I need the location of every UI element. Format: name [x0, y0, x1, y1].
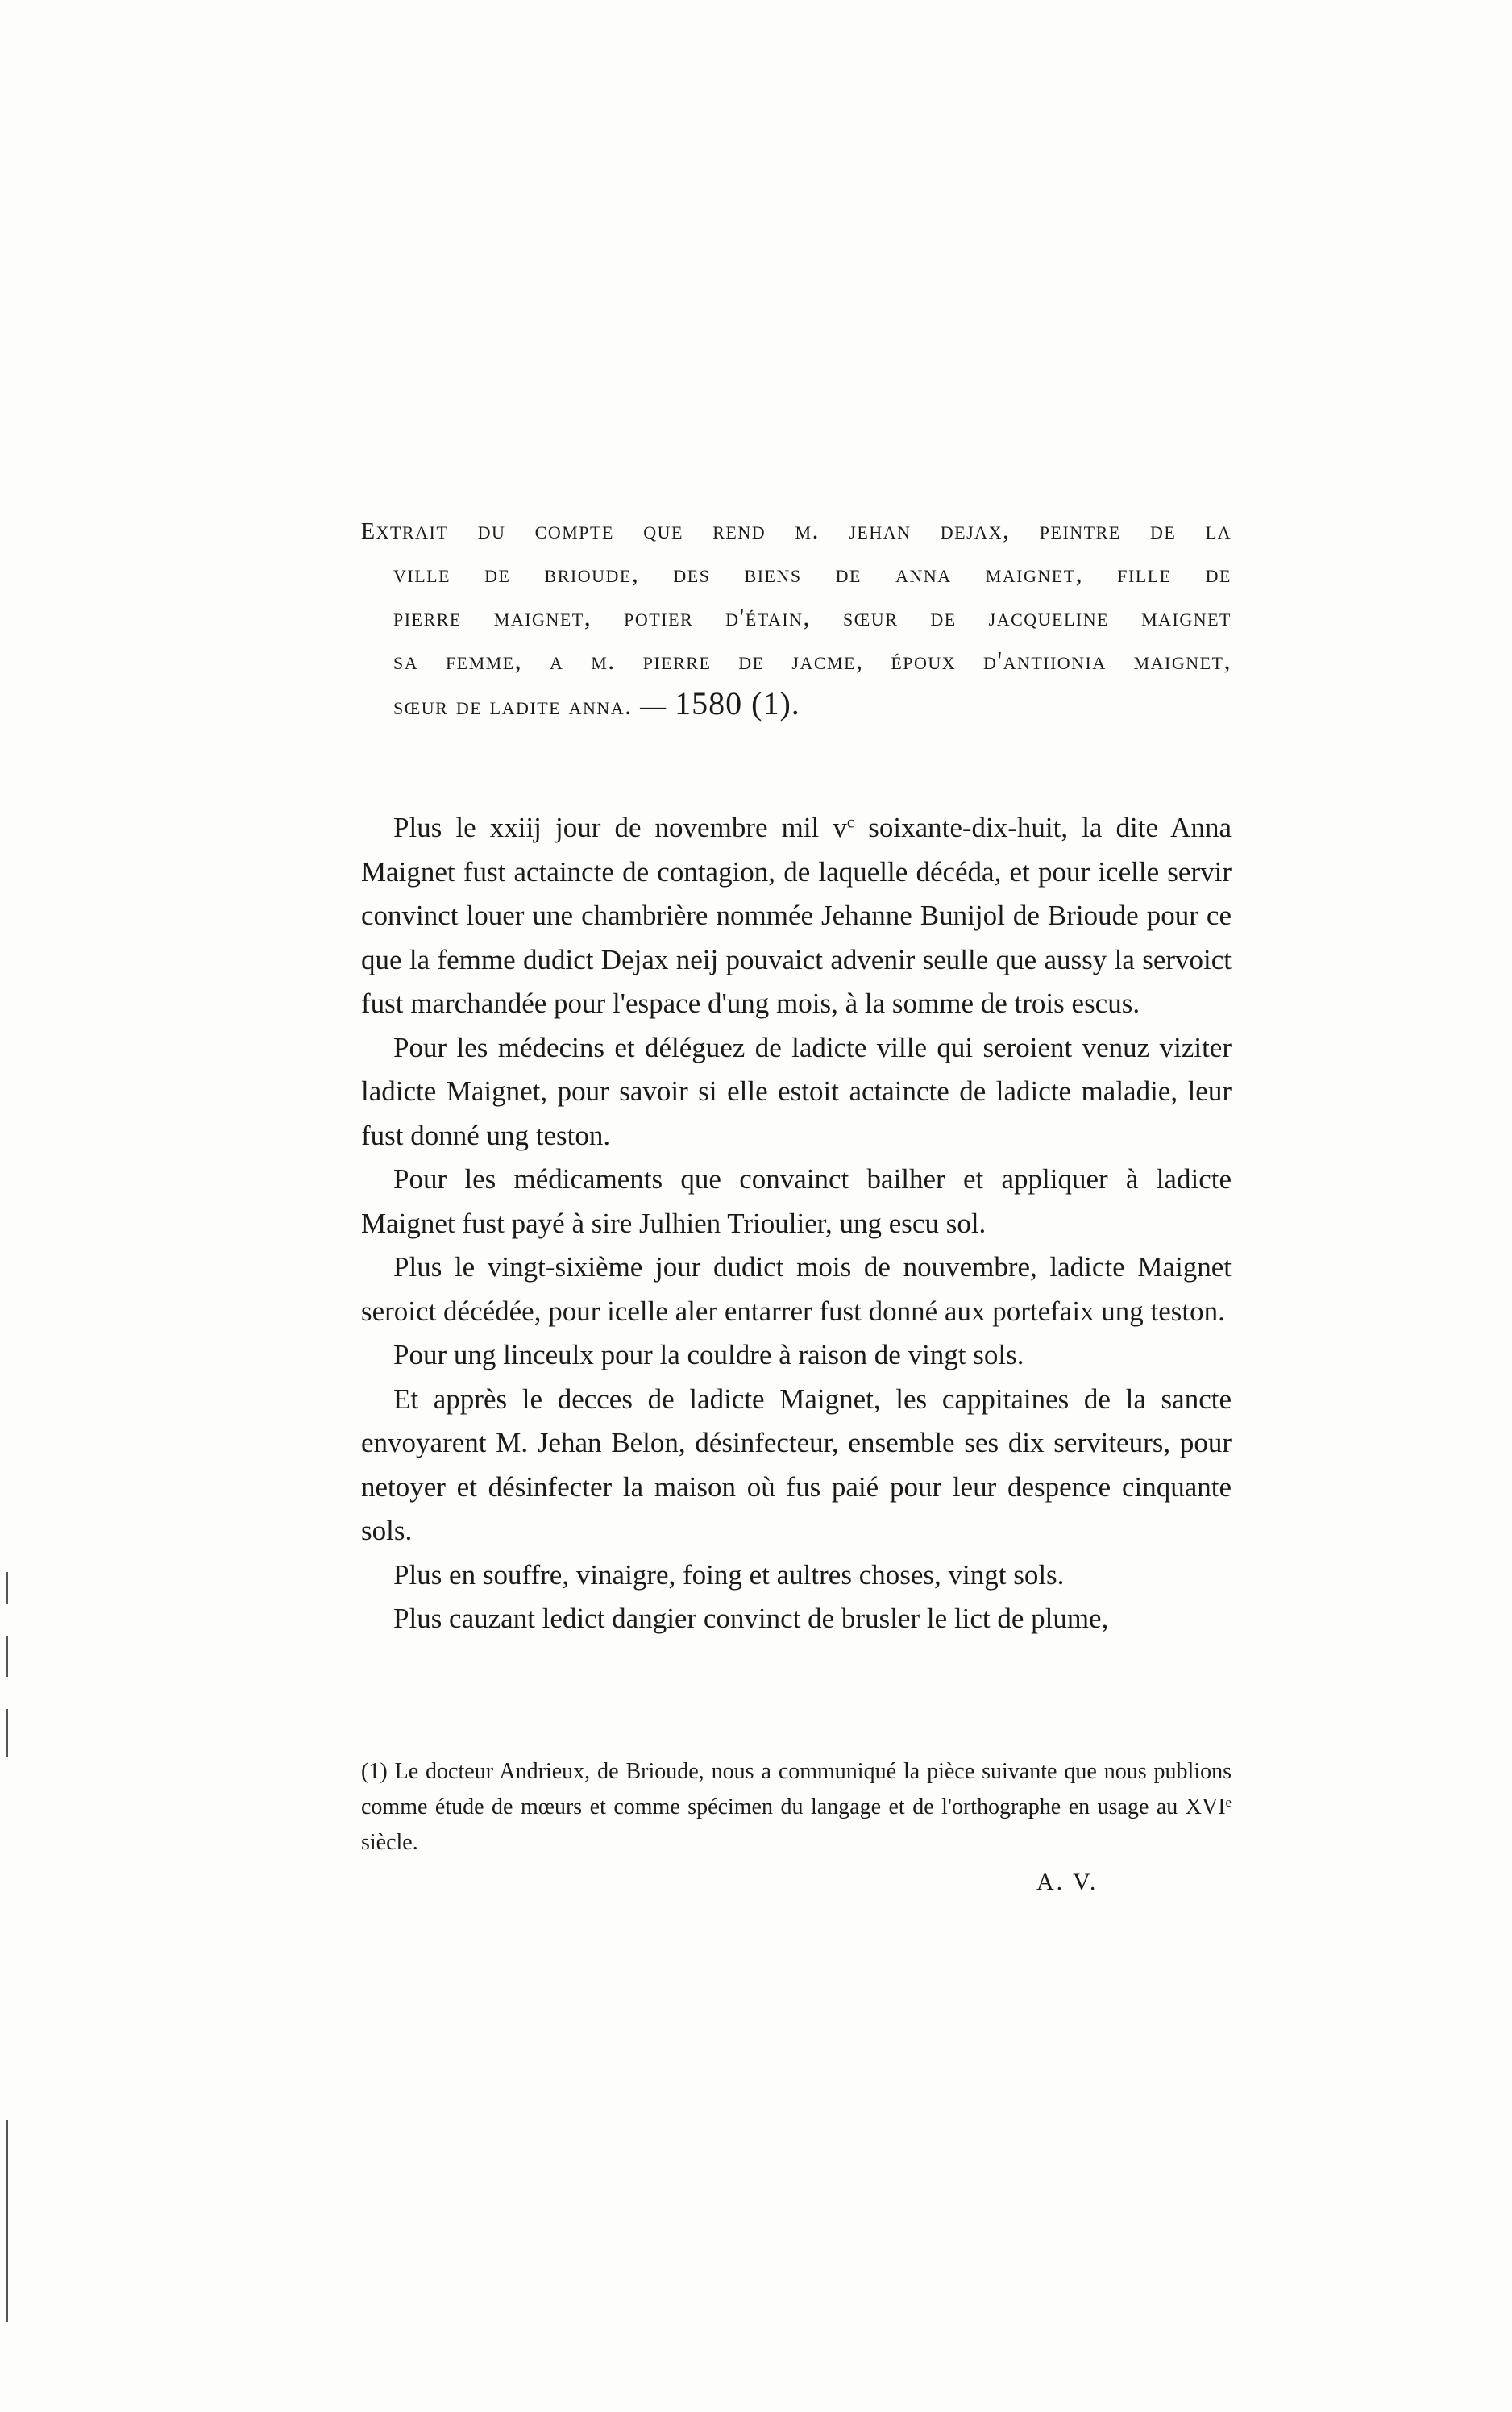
scan-artifact	[6, 2120, 8, 2322]
paragraph: Plus le vingt-sixième jour dudict mois de nouvembre, ladicte Maignet seroict décédée, pour icelle aler entarrer fust donné aux portefaix ung teston.	[361, 1251, 1232, 1327]
body-text	[361, 806, 1232, 1641]
document-heading	[361, 506, 1232, 727]
superscript: c	[846, 812, 855, 832]
heading-line-text: sœur de ladite anna. —	[393, 691, 675, 720]
signature: A. V.	[1036, 1869, 1099, 1895]
heading-line: pierre maignet, potier d'étain, sœur de jacqueline maignet	[393, 602, 1232, 631]
scan-artifact	[6, 1709, 8, 1757]
superscript: e	[1225, 1794, 1232, 1810]
paragraph: Plus en souffre, vinaigre, foing et aultres choses, vingt sols.	[393, 1558, 1065, 1591]
paragraph-text: Plus le xxiij jour de novembre mil v	[393, 812, 847, 843]
heading-line: extrait du compte que rend m. jehan dejax, peintre de la	[361, 509, 1232, 546]
footnote-text: siècle.	[361, 1830, 418, 1855]
paragraph: Plus cauzant ledict dangier convinct de brusler le lict de plume,	[393, 1603, 1109, 1634]
scan-artifact	[6, 1636, 8, 1677]
scan-artifact	[6, 1572, 8, 1604]
heading-line: ville de brioude, des biens de anna maignet, fille de	[393, 559, 1232, 588]
paragraph: Pour les médicaments que convainct bailher et appliquer à ladicte Maignet fust payé à sire Julhien Trioulier, ung escu sol.	[361, 1163, 1232, 1239]
footnote-text: (1) Le docteur Andrieux, de Brioude, nous a communiqué la pièce suivante que nous publions comme étude de mœurs et comme spécimen du langage et de l'orthographe en usage au XVI	[361, 1759, 1232, 1819]
paragraph-text: soixante-dix-huit, la dite Anna Maignet fust actaincte de contagion, de laquelle décéda, et pour icelle servir convinct louer une chambrière nommée Jehanne Bunijol de Brioude pour ce que la femme dudict Dejax neij pouvaict advenir seulle que aussy la servoict fust marchandée pour l'espace d'ung mois, à la somme de trois escus.	[361, 812, 1232, 1019]
paragraph: Et apprès le decces de ladicte Maignet, les cappitaines de la sancte envoyarent M. Jehan Belon, désinfecteur, ensemble ses dix serviteurs, pour netoyer et désinfecter la maison où fus paié pour leur despence cinquante sols.	[361, 1383, 1232, 1546]
paragraph	[361, 806, 1232, 1026]
paragraph: Pour les médecins et déléguez de ladicte ville qui seroient venuz viziter ladicte Maignet, pour savoir si elle estoit actaincte de ladicte maladie, leur fust donné ung teston.	[361, 1031, 1232, 1151]
heading-year: 1580 (1).	[675, 685, 800, 722]
paragraph: Pour ung linceulx pour la couldre à raison de vingt sols.	[393, 1339, 1024, 1370]
footnote	[361, 1754, 1232, 1861]
heading-line: sa femme, a m. pierre de jacme, époux d'anthonia maignet,	[393, 646, 1232, 675]
heading-line	[361, 682, 1232, 727]
